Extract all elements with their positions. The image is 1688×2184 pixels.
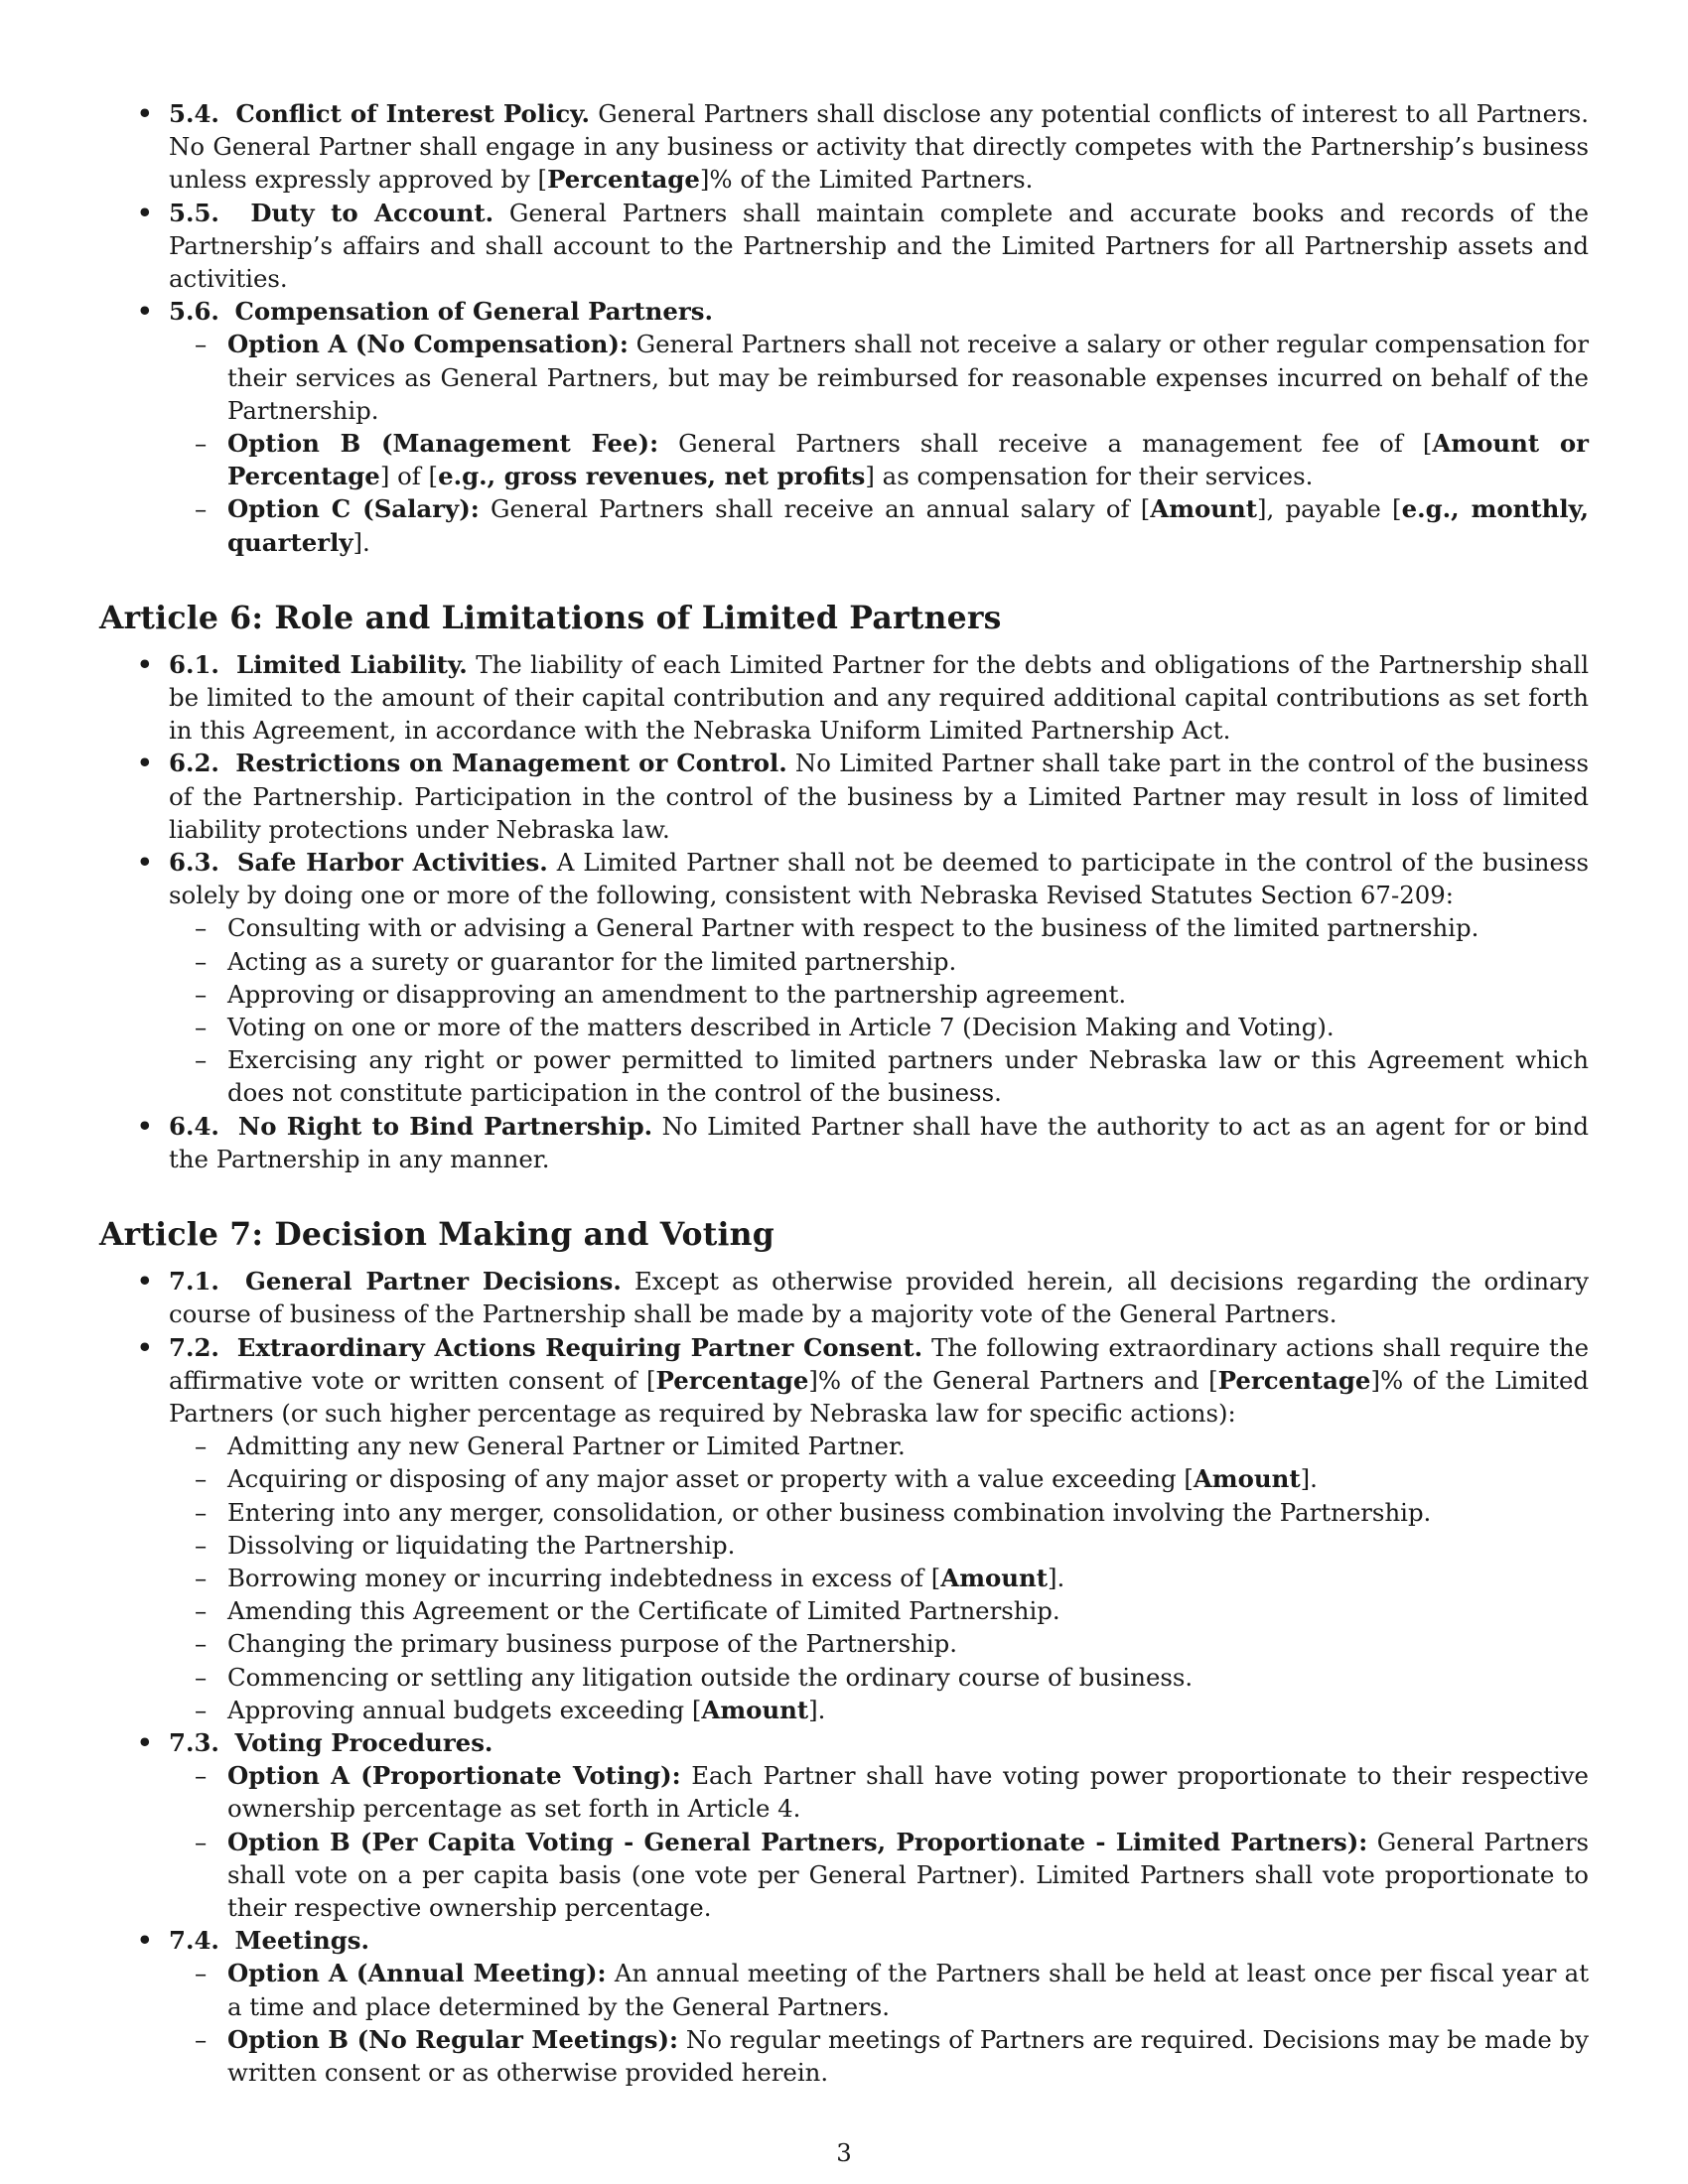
meeting-options — [169, 1957, 1589, 2089]
option-label: Option C (Salary): — [227, 494, 480, 524]
clause-title: Meetings. — [234, 1926, 370, 1956]
dash: – — [195, 946, 208, 976]
clause-title: Restrictions on Management or Control. — [235, 749, 787, 778]
compensation-options — [169, 328, 1589, 558]
bullet: • — [137, 1926, 153, 1956]
list-item-text: Admitting any new General Partner or Limited Partner. — [227, 1432, 906, 1461]
clause-text: General Partners shall disclose any potential conflicts of interest to all Partners. No General Partner shall engage in any business or activity that directly competes with the Partnership’s business unless expressly approved by [ — [169, 99, 1590, 195]
placeholder-field: Amount or Percentage — [227, 429, 1589, 491]
option-text: An annual meeting of the Partners shall be held at least once per fiscal year at a time and place determined by the General Partners. — [227, 1959, 1589, 2021]
list-item-text: ]. — [1048, 1563, 1065, 1592]
dash: – — [195, 1530, 208, 1560]
bullet: • — [137, 1267, 153, 1297]
clause-text: A Limited Partner shall not be deemed to participate in the control of the business solely by doing one or more of the following, consistent with Nebraska Revised Statutes Section 67-209: — [169, 848, 1589, 910]
option-text: Each Partner shall have voting power proportionate to their respective ownership percentage as set forth in Article 4. — [227, 1761, 1589, 1824]
dash: – — [195, 913, 208, 943]
article-5-list — [99, 97, 1589, 559]
placeholder-field: Amount — [940, 1563, 1049, 1592]
dash: – — [195, 979, 208, 1009]
clause-number: 7.4. — [169, 1926, 219, 1956]
list-item-text: Acquiring or disposing of any major asset or property with a value exceeding [ — [227, 1464, 1194, 1494]
bullet: • — [137, 749, 153, 778]
dash: – — [195, 1695, 208, 1724]
option-text: General Partners shall not receive a salary or other regular compensation for their services as General Partners, but may be reimbursed for reasonable expenses incurred on behalf of the Partnership. — [227, 330, 1589, 425]
dash: – — [195, 330, 208, 359]
list-item-text: ]. — [1300, 1464, 1318, 1494]
clause-text: Except as otherwise provided herein, all decisions regarding the ordinary course of business of the Partnership shall be made by a majority vote of the General Partners. — [169, 1267, 1590, 1329]
list-item-text: ]. — [808, 1695, 826, 1724]
option-text: ]. — [352, 527, 370, 557]
clause-number: 6.1. — [169, 649, 219, 679]
dash: – — [195, 1959, 208, 1988]
clause-5-6 — [99, 295, 1589, 559]
list-item-text: Consulting with or advising a General Partner with respect to the business of the limited partnership. — [227, 913, 1479, 943]
list-item — [169, 1462, 1589, 1495]
dash: – — [195, 1497, 208, 1527]
clause-7-2 — [99, 1331, 1589, 1726]
clause-title: Duty to Account. — [250, 198, 494, 227]
option-label: Option A (Proportionate Voting): — [227, 1761, 681, 1791]
bullet: • — [137, 649, 153, 679]
option-text: No regular meetings of Partners are required. Decisions may be made by written consent or as otherwise provided herein. — [227, 2024, 1589, 2087]
list-item — [169, 1529, 1589, 1562]
placeholder-field: Percentage — [547, 165, 700, 195]
option-b-management-fee — [169, 427, 1589, 492]
clause-text: ]% of the Limited Partners (or such higher percentage as required by Nebraska law for specific actions): — [169, 1365, 1590, 1428]
placeholder-field: Percentage — [1217, 1365, 1371, 1395]
list-item-text: Borrowing money or incurring indebtedness in excess of [ — [227, 1563, 941, 1592]
clause-title: Compensation of General Partners. — [234, 297, 714, 327]
option-text: General Partners shall vote on a per capita basis (one vote per General Partner). Limited Partners shall vote proportionate to their respective ownership percentage. — [227, 1827, 1589, 1922]
dash: – — [195, 1596, 208, 1626]
placeholder-field: e.g., gross revenues, net profits — [438, 462, 866, 491]
dash: – — [195, 429, 208, 459]
option-label: Option A (Annual Meeting): — [227, 1959, 607, 1988]
clause-7-1 — [99, 1265, 1589, 1330]
list-item-text: Approving annual budgets exceeding [ — [227, 1695, 702, 1724]
list-item-text: Commencing or settling any litigation outside the ordinary course of business. — [227, 1662, 1194, 1692]
option-text: ] as compensation for their services. — [865, 462, 1314, 491]
dash: – — [195, 494, 208, 524]
bullet: • — [137, 848, 153, 878]
placeholder-field: Amount — [701, 1695, 809, 1724]
clause-title: Extraordinary Actions Requiring Partner Consent. — [236, 1332, 923, 1362]
option-label: Option A (No Compensation): — [227, 330, 629, 359]
list-item — [169, 1562, 1589, 1594]
clause-title: Voting Procedures. — [234, 1727, 493, 1757]
safe-harbor-list — [169, 911, 1589, 1109]
clause-text: The following extraordinary actions shall require the affirmative vote or written consent of [ — [169, 1332, 1589, 1395]
list-item — [169, 978, 1589, 1011]
placeholder-field: Amount — [1193, 1464, 1301, 1494]
placeholder-field: e.g., monthly, quarterly — [227, 494, 1589, 557]
clause-text: The liability of each Limited Partner for the debts and obligations of the Partnership shall be limited to the amount of their capital contribution and any required additional capital contributions as set forth in this Agreement, in accordance with the Nebraska Uniform Limited Partnership Act. — [169, 649, 1589, 746]
list-item — [169, 1011, 1589, 1043]
clause-title: Limited Liability. — [235, 649, 468, 679]
document-body — [99, 97, 1589, 2089]
clause-title: Safe Harbor Activities. — [236, 848, 548, 878]
option-c-salary — [169, 492, 1589, 558]
dash: – — [195, 1432, 208, 1461]
clause-text: ]% of the General Partners and [ — [808, 1365, 1218, 1395]
article-7-list — [99, 1265, 1589, 2089]
list-item-text: Acting as a surety or guarantor for the limited partnership. — [227, 946, 957, 976]
article-6-list — [99, 648, 1589, 1175]
clause-6-2 — [99, 747, 1589, 846]
list-item — [169, 911, 1589, 944]
bullet: • — [137, 99, 153, 128]
option-text: ] of [ — [379, 462, 439, 491]
clause-text: No Limited Partner shall have the authority to act as an agent for or bind the Partnership in any manner. — [169, 1111, 1590, 1173]
option-b-no-regular-meetings — [169, 2023, 1589, 2089]
clause-number: 6.4. — [169, 1111, 219, 1141]
clause-6-4 — [99, 1110, 1589, 1175]
option-text: General Partners shall receive an annual salary of [ — [490, 494, 1151, 524]
list-item-text: Approving or disapproving an amendment to the partnership agreement. — [227, 979, 1127, 1009]
extraordinary-actions-list — [169, 1430, 1589, 1726]
option-label: Option B (Per Capita Voting - General Partners, Proportionate - Limited Partners): — [227, 1827, 1368, 1856]
list-item — [169, 1627, 1589, 1660]
list-item-text: Amending this Agreement or the Certificate of Limited Partnership. — [227, 1596, 1060, 1626]
article-7-heading: Article 7: Decision Making and Voting — [99, 1216, 774, 1254]
dash: – — [195, 1761, 208, 1791]
list-item — [169, 1661, 1589, 1694]
option-a-proportionate-voting — [169, 1759, 1589, 1825]
placeholder-field: Percentage — [655, 1365, 809, 1395]
option-label: Option B (No Regular Meetings): — [227, 2024, 679, 2054]
dash: – — [195, 1045, 208, 1075]
list-item — [169, 945, 1589, 978]
clause-text: General Partners shall maintain complete and accurate books and records of the Partnership’s affairs and shall account to the Partnership and the Limited Partners for all Partnership assets and activities. — [169, 198, 1590, 294]
clause-number: 6.2. — [169, 749, 219, 778]
page-number: 3 — [836, 2138, 852, 2167]
bullet: • — [137, 1727, 153, 1757]
clause-6-3 — [99, 846, 1589, 1110]
clause-number: 5.4. — [169, 99, 219, 128]
option-text: ], payable [ — [1257, 494, 1402, 524]
dash: – — [195, 1013, 208, 1042]
option-label: Option B (Management Fee): — [227, 429, 659, 459]
clause-number: 5.6. — [169, 297, 219, 327]
voting-options — [169, 1759, 1589, 1924]
bullet: • — [137, 1332, 153, 1362]
dash: – — [195, 2024, 208, 2054]
clause-title: No Right to Bind Partnership. — [237, 1111, 653, 1141]
clause-7-4 — [99, 1924, 1589, 2089]
list-item — [169, 1430, 1589, 1462]
bullet: • — [137, 1111, 153, 1141]
list-item-text: Dissolving or liquidating the Partnership. — [227, 1530, 736, 1560]
dash: – — [195, 1464, 208, 1494]
clause-number: 7.2. — [169, 1332, 219, 1362]
list-item — [169, 1043, 1589, 1109]
dash: – — [195, 1827, 208, 1856]
clause-title: Conflict of Interest Policy. — [235, 99, 591, 128]
placeholder-field: Amount — [1150, 494, 1258, 524]
clause-7-3 — [99, 1726, 1589, 1924]
dash: – — [195, 1629, 208, 1659]
list-item — [169, 1594, 1589, 1627]
clause-number: 7.1. — [169, 1267, 219, 1297]
list-item-text: Voting on one or more of the matters described in Article 7 (Decision Making and Voting). — [227, 1013, 1335, 1042]
option-a-no-compensation — [169, 328, 1589, 427]
list-item-text: Changing the primary business purpose of the Partnership. — [227, 1629, 957, 1659]
list-item-text: Entering into any merger, consolidation, or other business combination involving the Partnership. — [227, 1497, 1432, 1527]
bullet: • — [137, 297, 153, 327]
dash: – — [195, 1662, 208, 1692]
clause-text: No Limited Partner shall take part in the control of the business of the Partnership. Participation in the control of the business by a Limited Partner may result in loss of limited liability protections under Nebraska law. — [169, 749, 1589, 844]
bullet: • — [137, 198, 153, 227]
list-item-text: Exercising any right or power permitted to limited partners under Nebraska law or this Agreement which does not constitute participation in the control of the business. — [227, 1045, 1589, 1108]
clause-number: 5.5. — [169, 198, 219, 227]
list-item — [169, 1694, 1589, 1726]
clause-title: General Partner Decisions. — [245, 1267, 622, 1297]
option-text: General Partners shall receive a management fee of [ — [678, 429, 1433, 459]
dash: – — [195, 1563, 208, 1592]
option-b-per-capita-voting — [169, 1826, 1589, 1925]
option-a-annual-meeting — [169, 1957, 1589, 2022]
clause-6-1 — [99, 648, 1589, 748]
clause-number: 7.3. — [169, 1727, 219, 1757]
clause-5-5 — [99, 197, 1589, 296]
list-item — [169, 1496, 1589, 1529]
clause-5-4 — [99, 97, 1589, 197]
clause-number: 6.3. — [169, 848, 219, 878]
clause-text: ]% of the Limited Partners. — [699, 165, 1034, 195]
article-6-heading: Article 6: Role and Limitations of Limited Partners — [99, 599, 1002, 636]
